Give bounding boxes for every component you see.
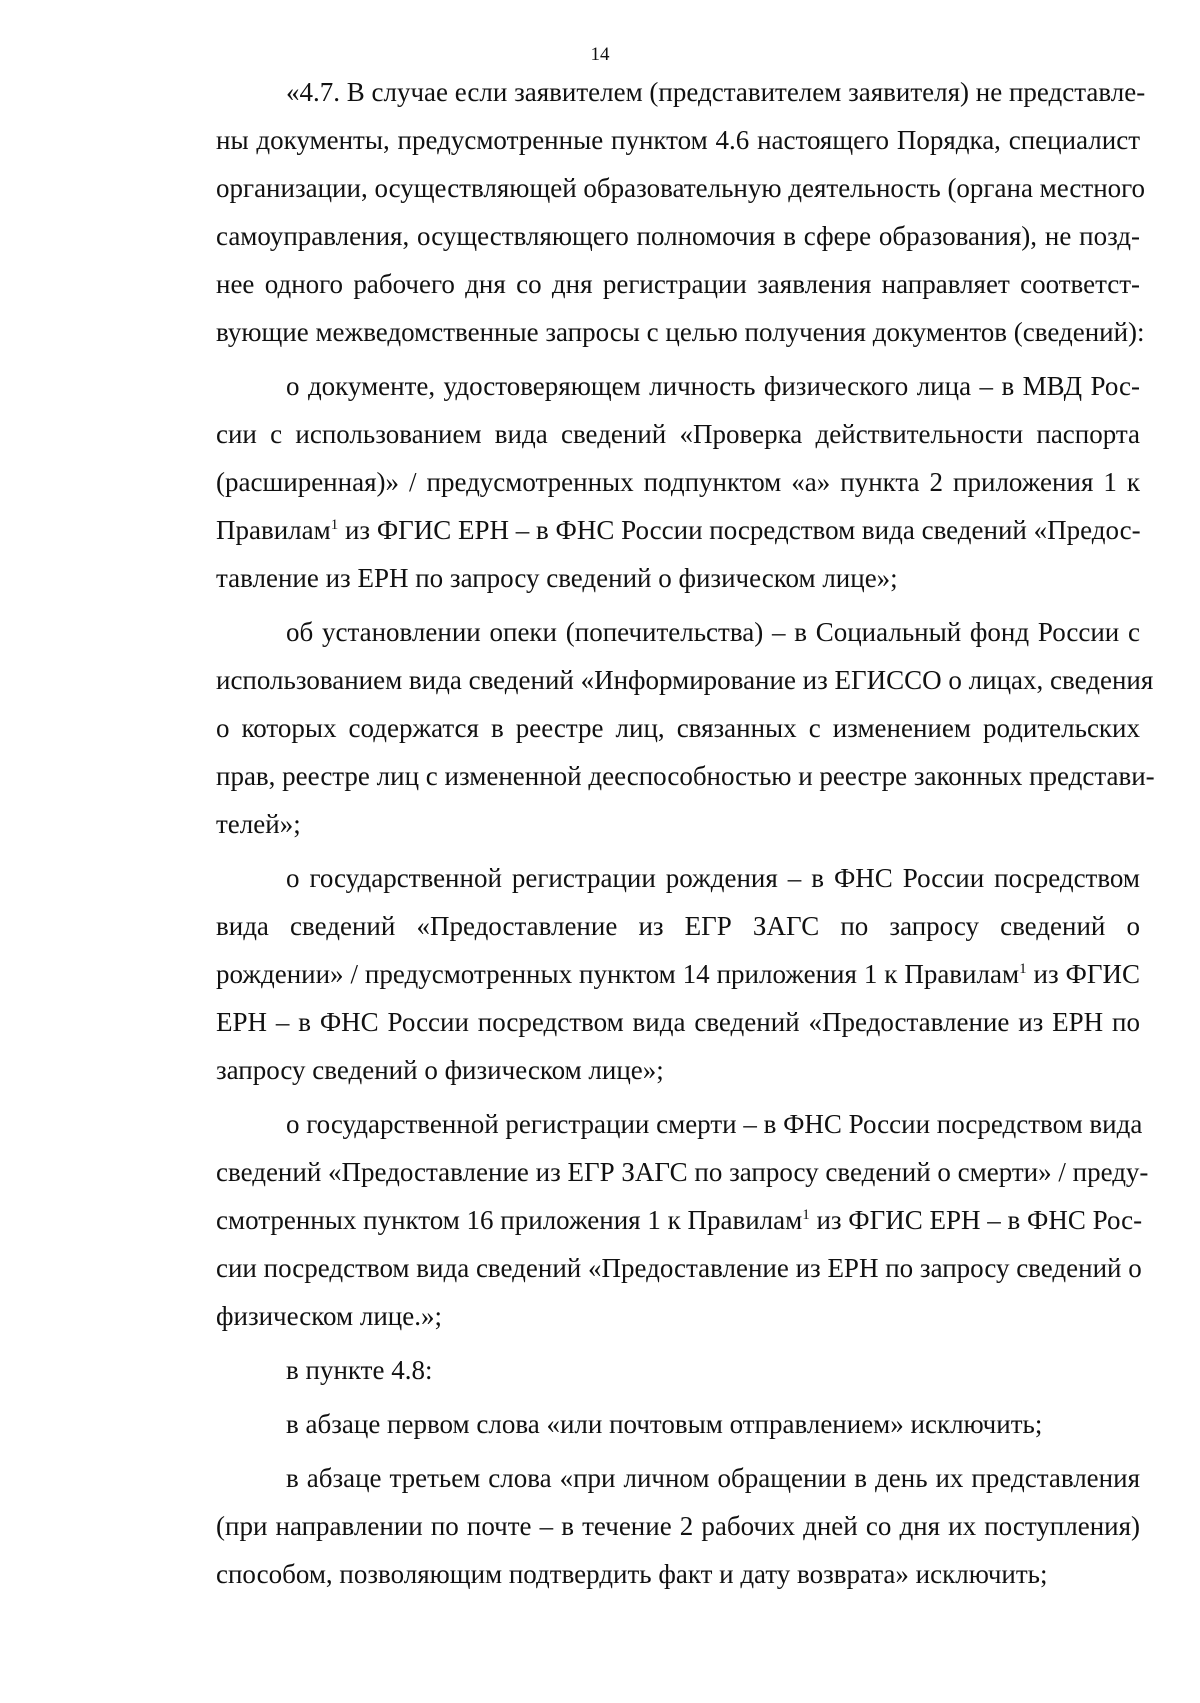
paragraph xyxy=(146,854,1140,1094)
footnote-marker: 1 xyxy=(1019,961,1027,977)
text-line: способом, позволяющим подтвердить факт и дату возврата» исключить; xyxy=(216,1559,1048,1589)
text-segment: смотренных пунктом 16 приложения 1 к Правилам xyxy=(216,1205,803,1235)
text-line xyxy=(146,506,1140,554)
text-line: запросу сведений о физическом лице»; xyxy=(216,1055,664,1085)
text-line: сведений «Предоставление из ЕГР ЗАГС по запросу сведений о смерти» / преду- xyxy=(216,1157,1149,1187)
page-number: 14 xyxy=(590,44,610,65)
text-line: в абзаце первом слова «или почтовым отправлением» исключить; xyxy=(286,1409,1043,1439)
text-line: прав, реестре лиц с измененной дееспособностью и реестре законных представи- xyxy=(216,761,1155,791)
footnote-marker: 1 xyxy=(802,1207,810,1223)
text-line: использованием вида сведений «Информирование из ЕГИССО о лицах, сведения xyxy=(216,665,1154,695)
text-line: сии с использованием вида сведений «Проверка действительности паспорта xyxy=(216,419,1140,449)
paragraph xyxy=(146,1346,1140,1394)
text-line: вующие межведомственные запросы с целью получения документов (сведений): xyxy=(216,317,1145,347)
paragraph xyxy=(146,1400,1140,1448)
text-line: (расширенная)» / предусмотренных подпунктом «а» пункта 2 приложения 1 к xyxy=(216,467,1140,497)
paragraph xyxy=(146,1100,1149,1340)
text-line: вида сведений «Предоставление из ЕГР ЗАГС по запросу сведений о xyxy=(216,911,1140,941)
text-line: телей»; xyxy=(216,809,301,839)
text-line: организации, осуществляющей образовательную деятельность (органа местного xyxy=(216,173,1146,203)
text-line: нее одного рабочего дня со дня регистрации заявления направляет соответст- xyxy=(216,269,1140,299)
text-line: сии посредством вида сведений «Предоставление из ЕРН по запросу сведений о xyxy=(216,1253,1142,1283)
text-line: о которых содержатся в реестре лиц, связанных с изменением родительских xyxy=(216,713,1140,743)
text-line: (при направлении по почте – в течение 2 рабочих дней со дня их поступления) xyxy=(216,1511,1140,1541)
document-body xyxy=(146,68,1155,1598)
text-segment: Правилам xyxy=(216,515,331,545)
footnote-marker: 1 xyxy=(330,517,339,533)
text-line xyxy=(146,1196,1143,1244)
text-line: тавление из ЕРН по запросу сведений о физическом лице»; xyxy=(216,563,898,593)
text-line: самоуправления, осуществляющего полномочия в сфере образования), не позд- xyxy=(216,221,1140,251)
text-line: ны документы, предусмотренные пунктом 4.6 настоящего Порядка, специалист xyxy=(216,125,1140,155)
paragraph xyxy=(146,362,1140,602)
text-segment: из ФГИС xyxy=(1026,959,1140,989)
paragraph xyxy=(146,68,1146,356)
text-line: о документе, удостоверяющем личность физического лица – в МВД Рос- xyxy=(286,371,1140,401)
text-line: физическом лице.»; xyxy=(216,1301,442,1331)
text-segment: рождении» / предусмотренных пунктом 14 приложения 1 к Правилам xyxy=(216,959,1020,989)
text-line: об установлении опеки (попечительства) – в Социальный фонд России с xyxy=(286,617,1140,647)
text-line: в абзаце третьем слова «при личном обращении в день их представления xyxy=(286,1463,1140,1493)
text-line: ЕРН – в ФНС России посредством вида сведений «Предоставление из ЕРН по xyxy=(216,1007,1140,1037)
text-line: о государственной регистрации рождения – в ФНС России посредством xyxy=(286,863,1140,893)
text-line xyxy=(146,950,1140,998)
text-segment: из ФГИС ЕРН – в ФНС Рос- xyxy=(809,1205,1143,1235)
paragraph xyxy=(146,608,1155,848)
text-line: «4.7. В случае если заявителем (представителем заявителя) не представле- xyxy=(286,77,1146,107)
paragraph xyxy=(146,1454,1140,1598)
text-segment: из ФГИС ЕРН – в ФНС России посредством вида сведений «Предос- xyxy=(338,515,1141,545)
text-line: о государственной регистрации смерти – в ФНС России посредством вида xyxy=(286,1109,1143,1139)
text-line: в пункте 4.8: xyxy=(286,1355,433,1385)
